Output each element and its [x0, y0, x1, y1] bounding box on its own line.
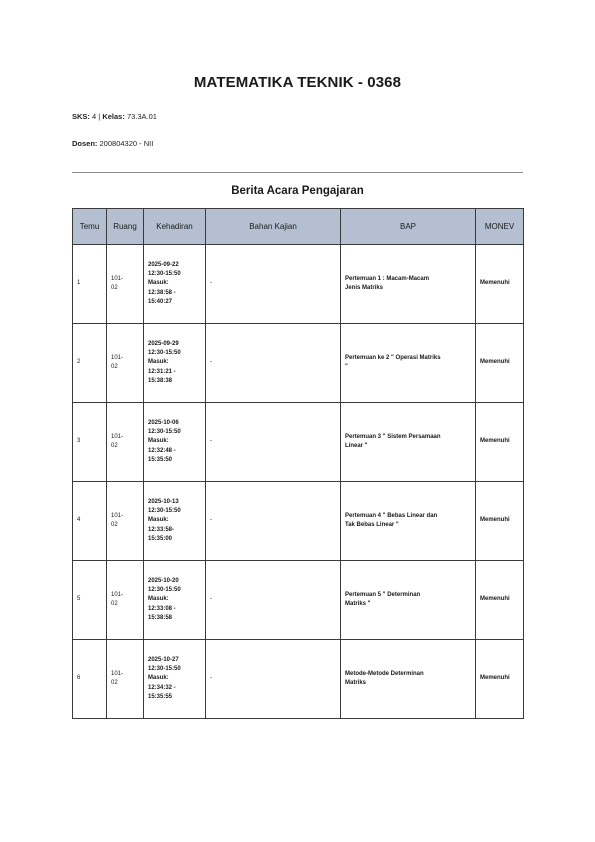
kehadiran-schedule: 12:30-15:50 — [148, 587, 181, 594]
cell-temu: 4 — [73, 482, 107, 561]
kehadiran-out: 15:35:55 — [148, 693, 173, 700]
kehadiran-date: 2025-09-29 — [148, 340, 179, 347]
cell-bap — [341, 245, 476, 324]
header-bap: BAP — [341, 209, 476, 245]
ruang-line: 02 — [111, 680, 118, 686]
cell-monev: Memenuhi — [476, 245, 524, 324]
ruang-line: 101- — [111, 591, 124, 598]
kehadiran-label: Masuk: — [148, 438, 169, 445]
ruang-line: 02 — [111, 522, 118, 528]
cell-bahan-kajian: - — [206, 324, 341, 403]
cell-kehadiran — [144, 403, 206, 482]
cell-monev: Memenuhi — [476, 640, 524, 719]
bap-line: Linear " — [345, 443, 368, 449]
kehadiran-date: 2025-10-20 — [148, 577, 179, 584]
cell-bahan-kajian: - — [206, 561, 341, 640]
cell-bap — [341, 640, 476, 719]
ruang-line: 02 — [111, 443, 118, 449]
ruang-line: 101- — [111, 354, 124, 361]
table-row — [73, 324, 524, 403]
cell-bap — [341, 403, 476, 482]
cell-monev: Memenuhi — [476, 403, 524, 482]
cell-bap — [341, 324, 476, 403]
ruang-line: 02 — [111, 601, 118, 607]
sks-label: SKS: — [72, 112, 90, 121]
kehadiran-out: 15:38:58 — [148, 614, 173, 621]
bap-line: Matriks — [345, 680, 367, 686]
kehadiran-out: 15:40:27 — [148, 298, 173, 305]
table-row — [73, 245, 524, 324]
kelas-value: 73.3A.01 — [126, 112, 157, 121]
ruang-line: 101- — [111, 275, 124, 282]
kehadiran-label: Masuk: — [148, 517, 169, 524]
cell-bap — [341, 561, 476, 640]
kehadiran-label: Masuk: — [148, 280, 169, 287]
kehadiran-label: Masuk: — [148, 359, 169, 366]
bap-line: Pertemuan 5 " Determinan — [345, 591, 421, 598]
kehadiran-date: 2025-10-27 — [148, 656, 179, 663]
kehadiran-in: 12:38:58 - — [148, 289, 176, 296]
dosen-label: Dosen: — [72, 139, 98, 148]
kehadiran-schedule: 12:30-15:50 — [148, 350, 181, 357]
bap-line: Jenis Matriks — [345, 285, 384, 291]
header-temu: Temu — [73, 209, 107, 245]
bap-table — [72, 208, 524, 719]
cell-kehadiran — [144, 561, 206, 640]
cell-ruang — [107, 482, 144, 561]
cell-temu: 6 — [73, 640, 107, 719]
kehadiran-schedule: 12:30-15:50 — [148, 271, 181, 278]
course-title: MATEMATIKA TEKNIK - 0368 — [193, 74, 402, 91]
cell-kehadiran — [144, 245, 206, 324]
kehadiran-out: 15:35:00 — [148, 535, 173, 542]
bap-line: Pertemuan 4 " Bebas Linear dan — [345, 512, 438, 519]
kehadiran-schedule: 12:30-15:50 — [148, 666, 181, 673]
cell-kehadiran — [144, 324, 206, 403]
kehadiran-label: Masuk: — [148, 675, 169, 682]
cell-ruang — [107, 245, 144, 324]
cell-temu: 2 — [73, 324, 107, 403]
table-header-row — [73, 209, 524, 245]
ruang-line: 02 — [111, 285, 118, 291]
ruang-line: 101- — [111, 670, 124, 677]
header-ruang: Ruang — [107, 209, 144, 245]
table-row — [73, 640, 524, 719]
lecturer-meta — [72, 139, 153, 148]
dosen-value: 200804320 - NII — [99, 139, 154, 148]
kehadiran-schedule: 12:30-15:50 — [148, 508, 181, 515]
cell-temu: 1 — [73, 245, 107, 324]
bap-line: Pertemuan 1 : Macam-Macam — [345, 275, 430, 282]
kehadiran-date: 2025-10-06 — [148, 419, 179, 426]
kehadiran-in: 12:31:21 - — [148, 368, 176, 375]
kehadiran-date: 2025-10-13 — [148, 498, 179, 505]
cell-monev: Memenuhi — [476, 324, 524, 403]
kehadiran-in: 12:34:32 - — [148, 684, 176, 691]
cell-temu: 3 — [73, 403, 107, 482]
bap-line: Matriks " — [345, 601, 371, 607]
cell-bahan-kajian: - — [206, 482, 341, 561]
bap-line: Tak Bebas Linear " — [345, 522, 399, 528]
cell-ruang — [107, 640, 144, 719]
ruang-line: 02 — [111, 364, 118, 370]
cell-bahan-kajian: - — [206, 245, 341, 324]
cell-monev: Memenuhi — [476, 482, 524, 561]
cell-bap — [341, 482, 476, 561]
bap-line: Pertemuan ke 2 " Operasi Matriks — [345, 354, 441, 361]
bap-line: Metode-Metode Determinan — [345, 670, 424, 677]
bap-line: Pertemuan 3 " Sistem Persamaan — [345, 433, 441, 440]
course-meta — [72, 112, 157, 121]
cell-temu: 5 — [73, 561, 107, 640]
bap-line: " — [345, 364, 348, 370]
kehadiran-in: 12:33:08 - — [148, 605, 176, 612]
cell-ruang — [107, 561, 144, 640]
cell-bahan-kajian: - — [206, 640, 341, 719]
kehadiran-schedule: 12:30-15:50 — [148, 429, 181, 436]
cell-monev: Memenuhi — [476, 561, 524, 640]
ruang-line: 101- — [111, 512, 124, 519]
cell-kehadiran — [144, 482, 206, 561]
header-monev: MONEV — [476, 209, 524, 245]
divider — [72, 172, 523, 173]
kehadiran-out: 15:35:50 — [148, 456, 173, 463]
kehadiran-in: 12:32:48 - — [148, 447, 176, 454]
kehadiran-label: Masuk: — [148, 596, 169, 603]
kehadiran-date: 2025-09-22 — [148, 261, 179, 268]
header-kehadiran: Kehadiran — [144, 209, 206, 245]
table-row — [73, 482, 524, 561]
section-title: Berita Acara Pengajaran — [231, 185, 364, 197]
meta-separator: | — [98, 112, 101, 121]
header-bahan-kajian: Bahan Kajian — [206, 209, 341, 245]
kehadiran-out: 15:38:38 — [148, 377, 173, 384]
kelas-label: Kelas: — [102, 112, 125, 121]
table-row — [73, 403, 524, 482]
kehadiran-in: 12:33:58- — [148, 526, 175, 533]
table-row — [73, 561, 524, 640]
cell-ruang — [107, 324, 144, 403]
ruang-line: 101- — [111, 433, 124, 440]
cell-kehadiran — [144, 640, 206, 719]
cell-ruang — [107, 403, 144, 482]
sks-value: 4 — [92, 112, 97, 121]
cell-bahan-kajian: - — [206, 403, 341, 482]
